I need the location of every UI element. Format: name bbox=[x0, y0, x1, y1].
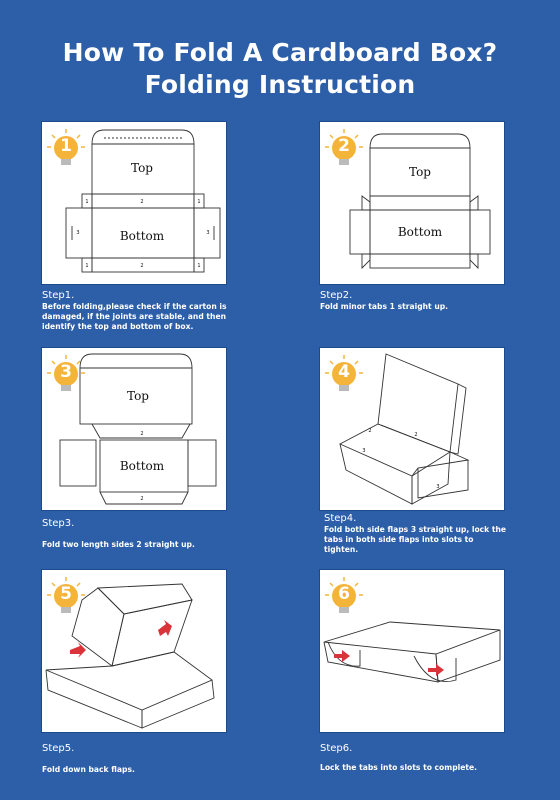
step-3-tab-label: 2 bbox=[140, 496, 144, 502]
step-6-title: Step6. bbox=[320, 743, 353, 754]
step-2-top-label: Top bbox=[409, 165, 431, 179]
step-4-tab-label: 3 bbox=[362, 448, 366, 454]
step-5-panel bbox=[42, 570, 226, 732]
step-3-title: Step3. bbox=[42, 518, 75, 529]
step-3-top-label: Top bbox=[127, 389, 149, 403]
step-1-tab-label: 3 bbox=[76, 230, 80, 236]
step-1-description: Before folding,please check if the carton is damaged, if the joints are stable, and then identify the top and bottom of box. bbox=[42, 302, 227, 331]
step-5-number: 5 bbox=[60, 584, 72, 604]
step-3-bottom-label: Bottom bbox=[119, 459, 165, 473]
step-4-tab-label: 2 bbox=[368, 428, 372, 434]
step-2-number: 2 bbox=[338, 136, 350, 156]
step-4-title: Step4. bbox=[324, 513, 357, 524]
step-1-tab-label: 1 bbox=[85, 199, 89, 205]
step-1-tab-label: 3 bbox=[206, 230, 210, 236]
step-3-description: Fold two length sides 2 straight up. bbox=[42, 540, 195, 549]
step-1-tab-label: 2 bbox=[140, 263, 144, 269]
step-1-tab-label: 2 bbox=[140, 199, 144, 205]
step-1-top-label: Top bbox=[131, 161, 153, 175]
step-5-description: Fold down back flaps. bbox=[42, 765, 135, 774]
step-1-bottom-label: Bottom bbox=[119, 229, 165, 243]
step-4-tab-label: 2 bbox=[414, 432, 418, 438]
step-1-number: 1 bbox=[60, 136, 72, 156]
page-title: How To Fold A Cardboard Box? bbox=[62, 38, 498, 67]
step-1-tab-label: 1 bbox=[197, 263, 201, 269]
step-1-tab-label: 1 bbox=[85, 263, 89, 269]
step-5-title: Step5. bbox=[42, 743, 75, 754]
step-3-tab-label: 2 bbox=[140, 431, 144, 437]
step-4-panel bbox=[320, 348, 504, 510]
step-6-description: Lock the tabs into slots to complete. bbox=[320, 763, 478, 772]
step-4-number: 4 bbox=[338, 362, 350, 382]
step-1-panel bbox=[42, 122, 226, 284]
step-2-bottom-label: Bottom bbox=[397, 225, 443, 239]
page-subtitle: Folding Instruction bbox=[144, 70, 416, 99]
step-4-tab-label: 3 bbox=[436, 484, 440, 490]
step-3-panel bbox=[42, 348, 226, 510]
step-6-panel bbox=[320, 570, 504, 732]
step-6-arrow-icons bbox=[334, 650, 444, 676]
step-2-panel bbox=[320, 122, 504, 284]
step-2-description: Fold minor tabs 1 straight up. bbox=[320, 302, 449, 311]
step-1-tab-label: 1 bbox=[197, 199, 201, 205]
step-4-description: Fold both side flaps 3 straight up, lock the tabs in both side flaps into slots to tighten. bbox=[324, 525, 507, 554]
step-3-number: 3 bbox=[60, 362, 72, 382]
step-1-title: Step1. bbox=[42, 290, 75, 301]
step-2-title: Step2. bbox=[320, 290, 353, 301]
step-6-number: 6 bbox=[338, 584, 350, 604]
